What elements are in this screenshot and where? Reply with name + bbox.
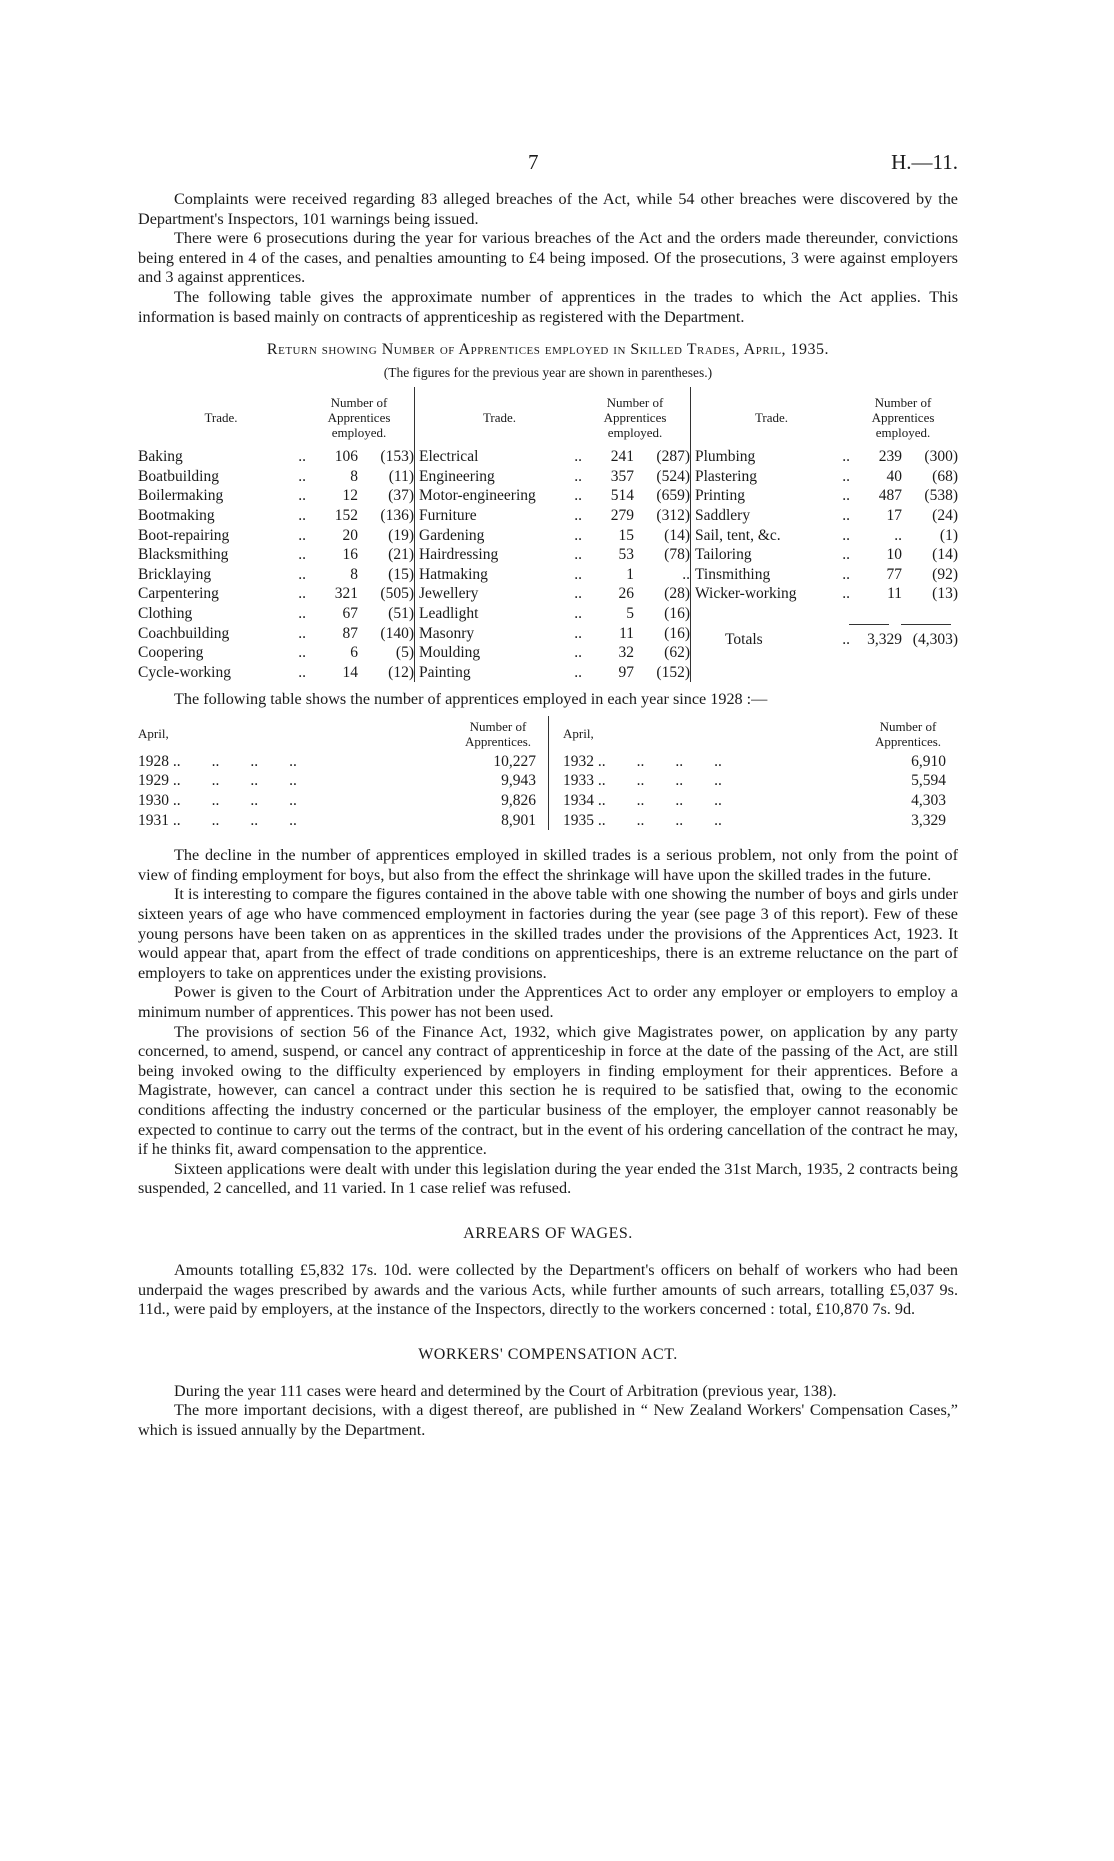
years-intro: The following table shows the number of apprentices employed in each year since 1928 :—	[174, 690, 768, 709]
trades-column-header	[695, 387, 958, 447]
paragraph: The decline in the number of apprentices employed in skilled trades is a serious problem, not only from the point of view of finding employment for boys, but also from the effect the shrinkage will have upon the skilled trades in the future.	[138, 846, 958, 884]
paragraph: The more important decisions, with a digest thereof, are published in “ New Zealand Workers' Compensation Cases,” which is issued annually by the Department.	[138, 1401, 958, 1439]
trade-name: Cycle-working ..	[138, 663, 306, 681]
apprentice-number: 9,943	[501, 772, 536, 790]
trades-column-body	[695, 447, 958, 604]
table-subcaption: (The figures for the previous year are shown in parentheses.)	[383, 365, 713, 381]
apprentice-count: 357	[610, 467, 634, 485]
previous-year-count: (16)	[664, 604, 690, 622]
paragraph: The following table gives the approximate number of apprentices in the trades to which the Act applies. This information is based mainly on contracts of apprenticeship as registered with the Department.	[138, 287, 958, 326]
apprentice-count: 1	[626, 565, 634, 583]
section-heading-workers-compensation: WORKERS' COMPENSATION ACT.	[418, 1345, 678, 1363]
trade-name: Clothing ..	[138, 604, 306, 622]
apprentice-count: 8	[350, 467, 358, 485]
col-header-apprentices: Number of Apprentices.	[874, 718, 942, 749]
years-column-body	[563, 752, 958, 830]
table-row	[138, 663, 414, 683]
trade-name: Painting ..	[419, 663, 582, 681]
totals-label: Totals ..	[725, 630, 850, 648]
table-row	[419, 467, 690, 487]
previous-year-count: (68)	[932, 467, 958, 485]
previous-year-count: (5)	[395, 644, 414, 662]
apprentice-count: 8	[350, 565, 358, 583]
trade-name: Tailoring ..	[695, 546, 850, 564]
trade-name: Tinsmithing ..	[695, 565, 850, 583]
trades-column-header	[419, 387, 690, 447]
previous-year-count: (24)	[932, 506, 958, 524]
table-row	[138, 447, 414, 467]
trade-name: Carpentering ..	[138, 585, 306, 603]
table-row	[138, 643, 414, 663]
trade-name: Coopering ..	[138, 644, 306, 662]
trade-name: Boatbuilding ..	[138, 467, 306, 485]
apprentice-count: 279	[610, 506, 634, 524]
apprentice-count: 32	[618, 644, 634, 662]
previous-year-count: (16)	[664, 624, 690, 642]
body-section	[138, 846, 958, 1199]
table-row	[138, 771, 548, 791]
table-row	[138, 791, 548, 811]
section-heading-arrears: ARREARS OF WAGES.	[463, 1224, 633, 1242]
year: 1929 .. .. .. ..	[138, 772, 297, 790]
apprentice-count: 17	[886, 506, 902, 524]
previous-year-count: (505)	[380, 585, 414, 603]
paragraph: There were 6 prosecutions during the year for various breaches of the Act and the orders made thereunder, convictions being entered in 4 of the cases, and penalties amounting to £4 being imposed. Of the prosecutions, 3 were against employers and 3 against apprentices.	[138, 229, 958, 287]
years-column	[138, 716, 548, 830]
apprentice-count: 6	[350, 644, 358, 662]
apprentice-count: ..	[894, 526, 902, 544]
table-row	[695, 584, 958, 604]
apprentice-count: 14	[342, 663, 358, 681]
trade-name: Saddlery ..	[695, 506, 850, 524]
previous-year-count: (300)	[924, 448, 958, 466]
year: 1934 .. .. .. ..	[563, 792, 722, 810]
previous-year-count: (11)	[388, 467, 414, 485]
table-row	[138, 584, 414, 604]
paragraph: Sixteen applications were dealt with under this legislation during the year ended the 31st March, 1935, 2 contracts being suspended, 2 cancelled, and 11 varied. In 1 case relief was refused.	[138, 1159, 958, 1198]
trade-name: Masonry ..	[419, 624, 582, 642]
year: 1932 .. .. .. ..	[563, 752, 722, 770]
apprentice-number: 3,329	[911, 811, 946, 829]
trade-name: Electrical ..	[419, 448, 582, 466]
table-row	[138, 545, 414, 565]
years-column-body	[138, 752, 548, 830]
paragraph: It is interesting to compare the figures contained in the above table with one showing the number of boys and girls under sixteen years of age who have commenced employment in factories during the year (see page 3 of this report). Few of these young persons have been taken on as apprentices in the skilled trades under the provisions of the Apprentices Act, 1923. It would appear that, apart from the effect of trade conditions on apprenticeships, there is an extreme reluctance on the part of employers to take on apprentices under the existing provisions.	[138, 885, 958, 982]
years-column	[548, 716, 958, 830]
apprentice-number: 10,227	[493, 752, 536, 770]
trades-column-body	[419, 447, 690, 682]
apprentice-number: 4,303	[911, 792, 946, 810]
col-header-trade: Trade.	[482, 409, 517, 425]
apprentice-count: 487	[878, 487, 902, 505]
previous-year-count: (524)	[656, 467, 690, 485]
trades-column-body	[138, 447, 414, 682]
table-row	[419, 506, 690, 526]
apprentice-count: 241	[610, 448, 634, 466]
col-header-trade: Trade.	[754, 409, 789, 425]
col-header-number: Number of Apprentices employed.	[327, 394, 391, 440]
table-row	[419, 545, 690, 565]
table-row	[695, 545, 958, 565]
years-column-header	[563, 716, 958, 752]
table-row	[419, 584, 690, 604]
totals-row	[695, 630, 958, 650]
previous-year-count: (13)	[932, 585, 958, 603]
year: 1935 .. .. .. ..	[563, 811, 722, 829]
previous-year-count: (19)	[388, 526, 414, 544]
table-row	[138, 565, 414, 585]
table-row	[419, 663, 690, 683]
table-row	[563, 811, 958, 831]
previous-year-count: ..	[682, 565, 690, 583]
trade-name: Hatmaking ..	[419, 565, 582, 583]
col-header-trade: Trade.	[204, 409, 238, 425]
previous-year-count: (12)	[388, 663, 414, 681]
apprentice-number: 6,910	[911, 752, 946, 770]
previous-year-count: (62)	[664, 644, 690, 662]
table-row	[419, 486, 690, 506]
apprentice-count: 5	[626, 604, 634, 622]
col-header-number: Number of Apprentices employed.	[871, 394, 935, 440]
apprentice-count: 67	[342, 604, 358, 622]
previous-year-count: (21)	[388, 546, 414, 564]
trade-name: Furniture ..	[419, 506, 582, 524]
paragraph: During the year 111 cases were heard and determined by the Court of Arbitration (previous year, 138).	[174, 1381, 837, 1400]
previous-year-count: (14)	[664, 526, 690, 544]
previous-year-count: (153)	[380, 448, 414, 466]
trade-name: Bricklaying ..	[138, 565, 306, 583]
col-header-april: April,	[138, 726, 169, 742]
trade-name: Gardening ..	[419, 526, 582, 544]
previous-year-count: (37)	[388, 487, 414, 505]
table-row	[695, 447, 958, 467]
apprentice-number: 9,826	[501, 792, 536, 810]
totals-previous: (4,303)	[912, 630, 958, 648]
totals-rule	[695, 620, 958, 630]
trade-name: Coachbuilding ..	[138, 624, 306, 642]
table-row	[138, 624, 414, 644]
apprentice-count: 40	[886, 467, 902, 485]
paragraph: The provisions of section 56 of the Finance Act, 1932, which give Magistrates power, on application by any party concerned, to amend, suspend, or cancel any contract of apprenticeship in force at the date of the passing of the Act, are still being invoked owing to the difficulty experienced by employers in finding employment for their apprentices. Before a Magistrate, however, can cancel a contract under this section he is required to be satisfied that, owing to the economic conditions affecting the industry concerned or the particular business of the employer, the employer cannot reasonably be expected to continue to carry out the terms of the contract, but in the event of his ordering cancellation of the contract he may, if he thinks fit, award compensation to the apprentice.	[138, 1022, 958, 1159]
apprentice-count: 12	[342, 487, 358, 505]
trade-name: Moulding ..	[419, 644, 582, 662]
table-row	[563, 791, 958, 811]
previous-year-count: (14)	[932, 546, 958, 564]
table-row	[419, 643, 690, 663]
table-row	[138, 506, 414, 526]
apprentice-count: 26	[618, 585, 634, 603]
years-table	[138, 716, 958, 830]
trades-column	[414, 387, 690, 682]
year: 1928 .. .. .. ..	[138, 752, 297, 770]
years-column-header	[138, 716, 548, 752]
apprentice-number: 5,594	[911, 772, 946, 790]
apprentice-count: 16	[342, 546, 358, 564]
trade-name: Plumbing ..	[695, 448, 850, 466]
table-row	[419, 565, 690, 585]
table-row	[138, 526, 414, 546]
table-row	[695, 486, 958, 506]
col-header-number: Number of Apprentices employed.	[603, 394, 667, 440]
trades-table	[138, 387, 958, 682]
trades-column	[690, 387, 958, 682]
table-row	[695, 506, 958, 526]
apprentice-count: 97	[618, 663, 634, 681]
table-row	[419, 526, 690, 546]
trade-name: Plastering ..	[695, 467, 850, 485]
table-row	[138, 486, 414, 506]
previous-year-count: (538)	[924, 487, 958, 505]
previous-year-count: (152)	[656, 663, 690, 681]
table-row	[138, 467, 414, 487]
page-header	[138, 150, 958, 190]
document-reference: H.—11.	[891, 150, 958, 174]
apprentice-count: 514	[610, 487, 634, 505]
previous-year-count: (28)	[664, 585, 690, 603]
trades-column-header	[138, 387, 414, 447]
table-row	[138, 811, 548, 831]
trade-name: Wicker-working ..	[695, 585, 850, 603]
previous-year-count: (312)	[656, 506, 690, 524]
previous-year-count: (51)	[388, 604, 414, 622]
table-row	[563, 771, 958, 791]
col-header-apprentices: Number of Apprentices.	[464, 718, 532, 749]
table-row	[419, 447, 690, 467]
table-row	[695, 467, 958, 487]
apprentice-count: 152	[334, 506, 358, 524]
apprentice-count: 53	[618, 546, 634, 564]
apprentice-count: 10	[886, 546, 902, 564]
trade-name: Bootmaking ..	[138, 506, 306, 524]
table-row	[138, 604, 414, 624]
trades-column	[138, 387, 414, 682]
apprentice-count: 77	[886, 565, 902, 583]
page-number: 7	[528, 150, 539, 174]
previous-year-count: (1)	[939, 526, 958, 544]
document-page	[138, 150, 958, 1441]
apprentice-count: 15	[618, 526, 634, 544]
year: 1933 .. .. .. ..	[563, 772, 722, 790]
apprentice-count: 321	[334, 585, 358, 603]
trade-name: Jewellery ..	[419, 585, 582, 603]
col-header-april: April,	[563, 726, 594, 742]
trade-name: Motor-engineering ..	[419, 487, 582, 505]
year: 1931 .. .. .. ..	[138, 811, 297, 829]
previous-year-count: (136)	[380, 506, 414, 524]
trade-name: Boilermaking ..	[138, 487, 306, 505]
trade-name: Blacksmithing ..	[138, 546, 306, 564]
apprentice-count: 239	[878, 448, 902, 466]
trade-name: Hairdressing ..	[419, 546, 582, 564]
paragraph: Power is given to the Court of Arbitration under the Apprentices Act to order any employer or employers to employ a minimum number of apprentices. This power has not been used.	[138, 983, 958, 1021]
paragraph: Amounts totalling £5,832 17s. 10d. were collected by the Department's officers on behalf of workers who had been underpaid the wages prescribed by awards and the various Acts, while further amounts of such arrears, totalling £5,037 9s. 11d., were paid by employers, at the instance of the Inspectors, directly to the workers concerned : total, £10,870 7s. 9d.	[138, 1260, 958, 1319]
totals-value: 3,329	[867, 630, 902, 648]
apprentice-count: 11	[887, 585, 902, 603]
totals-block	[695, 620, 958, 650]
apprentice-count: 11	[619, 624, 634, 642]
apprentice-count: 106	[334, 448, 358, 466]
apprentice-number: 8,901	[501, 811, 536, 829]
table-row	[563, 752, 958, 772]
previous-year-count: (659)	[656, 487, 690, 505]
previous-year-count: (15)	[388, 565, 414, 583]
previous-year-count: (92)	[932, 565, 958, 583]
trade-name: Boot-repairing ..	[138, 526, 306, 544]
previous-year-count: (287)	[656, 448, 690, 466]
table-row	[695, 565, 958, 585]
table-caption: Return showing Number of Apprentices employed in Skilled Trades, April, 1935.	[266, 341, 830, 359]
apprentice-count: 20	[342, 526, 358, 544]
previous-year-count: (78)	[664, 546, 690, 564]
table-row	[419, 604, 690, 624]
trade-name: Engineering ..	[419, 467, 582, 485]
trade-name: Printing ..	[695, 487, 850, 505]
trade-name: Baking ..	[138, 448, 306, 466]
intro-section	[138, 190, 958, 327]
year: 1930 .. .. .. ..	[138, 792, 297, 810]
apprentice-count: 87	[342, 624, 358, 642]
table-row	[138, 752, 548, 772]
previous-year-count: (140)	[380, 624, 414, 642]
table-row	[419, 624, 690, 644]
trade-name: Leadlight ..	[419, 604, 582, 622]
paragraph: Complaints were received regarding 83 alleged breaches of the Act, while 54 other breaches were discovered by the Department's Inspectors, 101 warnings being issued.	[138, 190, 958, 228]
table-row	[695, 526, 958, 546]
trade-name: Sail, tent, &c. ..	[695, 526, 850, 544]
